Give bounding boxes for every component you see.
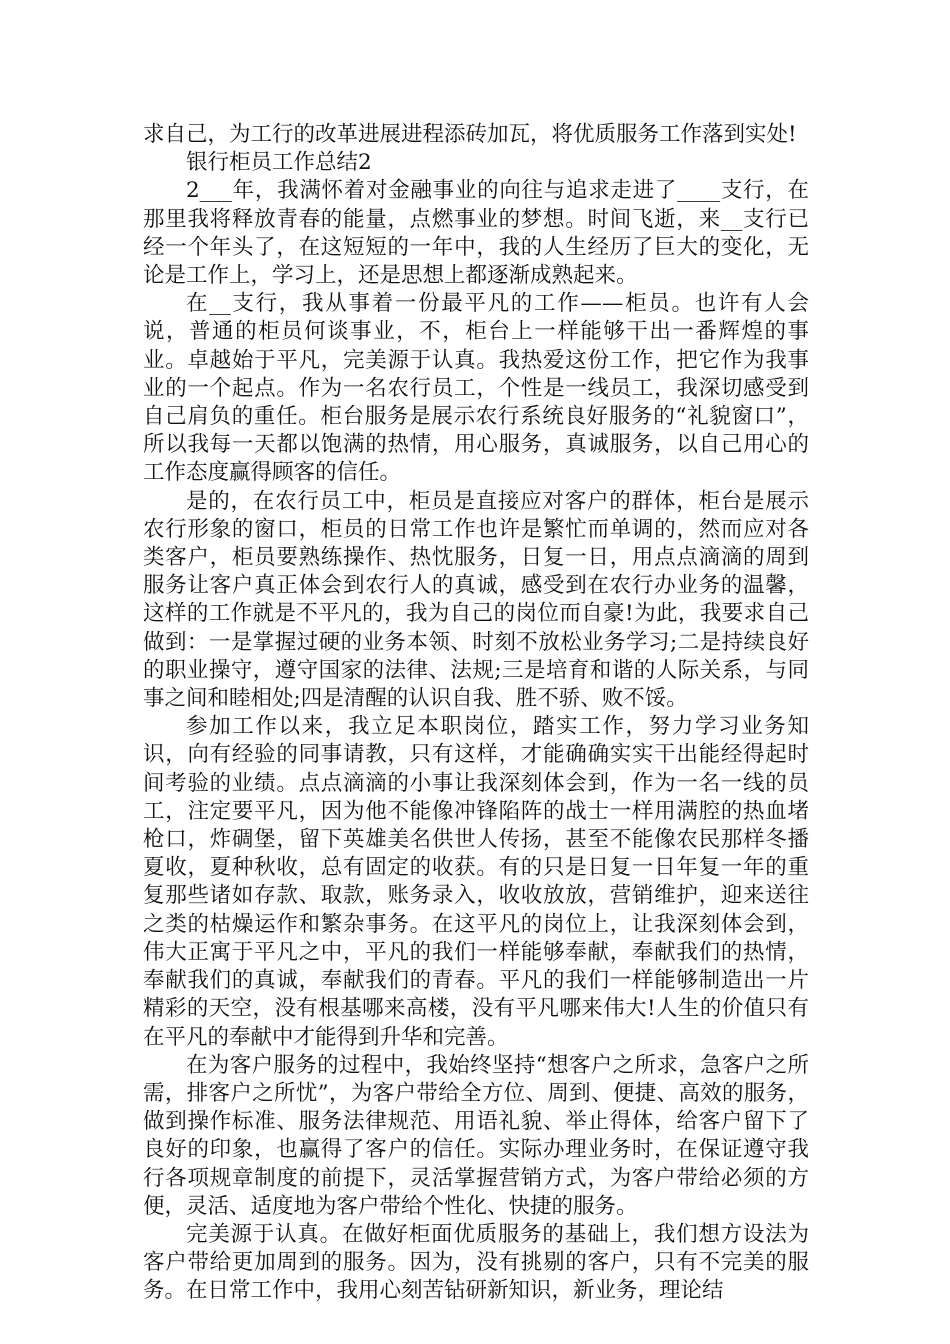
body-paragraph: 参加工作以来，我立足本职岗位，踏实工作，努力学习业务知识，向有经验的同事请教，只有这样，才能确确实实干出能经得起时间考验的业绩。点点滴滴的小事让我深刻体会到，作为一名一线的员工，注定要平凡，因为他不能像冲锋陷阵的战士一样用满腔的热血堵枪口，炸碉堡，留下英雄美名供世人传扬，甚至不能像农民那样冬播夏收，夏种秋收，总有固定的收获。有的只是日复一日年复一年的重复那些诸如存款、取款，账务录入，收收放放，营销维护，迎来送往之类的枯燥运作和繁杂事务。在这平凡的岗位上，让我深刻体会到，伟大正寓于平凡之中，平凡的我们一样能够奉献，奉献我们的热情，奉献我们的真诚，奉献我们的青春。平凡的我们一样能够制造出一片精彩的天空，没有根基哪来高楼，没有平凡哪来伟大!人生的价值只有在平凡的奉献中才能得到升华和完善。 xyxy=(143,714,809,1050)
body-paragraph: 是的，在农行员工中，柜员是直接应对客户的群体，柜台是展示农行形象的窗口，柜员的日常工作也许是繁忙而单调的，然而应对各类客户，柜员要熟练操作、热忱服务，日复一日，用点点滴滴的周到服务让客户真正体会到农行人的真诚，感受到在农行办业务的温馨，这样的工作就是不平凡的，我为自己的岗位而自豪!为此，我要求自己做到：一是掌握过硬的业务本领、时刻不放松业务学习;二是持续良好的职业操守，遵守国家的法律、法规;三是培育和谐的人际关系，与同事之间和睦相处;四是清醒的认识自我、胜不骄、败不馁。 xyxy=(143,488,809,712)
body-paragraph: 在为客户服务的过程中，我始终坚持“想客户之所求，急客户之所需，排客户之所忧”，为客户带给全方位、周到、便捷、高效的服务，做到操作标准、服务法律规范、用语礼貌、举止得体，给客户留下了良好的印象，也赢得了客户的信任。实际办理业务时，在保证遵守我行各项规章制度的前提下，灵活掌握营销方式，为客户带给必须的方便，灵活、适度地为客户带给个性化、快捷的服务。 xyxy=(143,1052,809,1219)
document-page xyxy=(143,121,809,1306)
body-paragraph: 2___年，我满怀着对金融事业的向往与追求走进了____支行，在那里我将释放青春的能量，点燃事业的梦想。时间飞逝，来__支行已经一个年头了，在这短短的一年中，我的人生经历了巨大的变化，无论是工作上，学习上，还是思想上都逐渐成熟起来。 xyxy=(143,178,809,289)
body-paragraph: 在__支行，我从事着一份最平凡的工作——柜员。也许有人会说，普通的柜员何谈事业，不，柜台上一样能够干出一番辉煌的事业。卓越始于平凡，完美源于认真。我热爱这份工作，把它作为我事业的一个起点。作为一名农行员工，个性是一线员工，我深切感受到自己肩负的重任。柜台服务是展示农行系统良好服务的“礼貌窗口”，所以我每一天都以饱满的热情，用心服务，真诚服务，以自己用心的工作态度赢得顾客的信任。 xyxy=(143,291,809,486)
section-heading: 银行柜员工作总结2 xyxy=(186,150,372,176)
continued-paragraph: 求自己，为工行的改革进展进程添砖加瓦，将优质服务工作落到实处! xyxy=(143,122,797,147)
body-paragraph: 完美源于认真。在做好柜面优质服务的基础上，我们想方设法为客户带给更加周到的服务。因为，没有挑剔的客户，只有不完美的服务。在日常工作中，我用心刻苦钻研新知识，新业务，理论结 xyxy=(143,1221,809,1304)
